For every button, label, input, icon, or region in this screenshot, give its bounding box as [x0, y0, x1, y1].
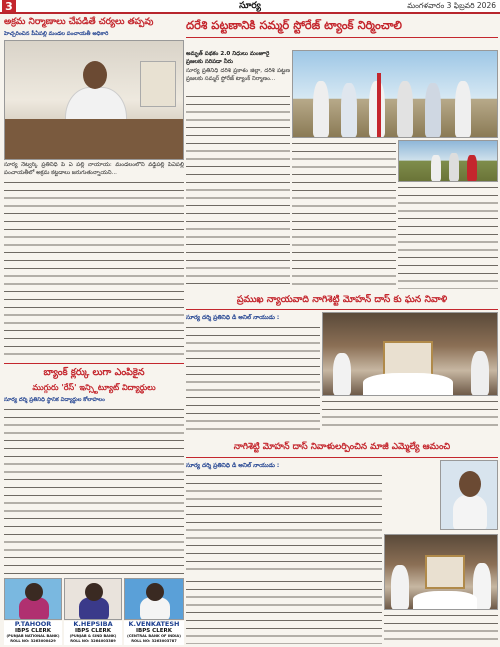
story-top-photo-group: [292, 50, 498, 138]
story-honor-photo: [322, 312, 498, 396]
story-left-body: [4, 179, 184, 361]
caption-role: IBPS CLERK: [136, 628, 172, 634]
story-left-lead: సూర్య నెట్వర్క్ ప్రతినిధి పి ఏ పల్లి నాయాయ: మండలంలోని వడ్డిపల్లి పీఏపల్లి పంచాయతీలో అక్రమ కట్టడాలు జరుగుతున్నాయని...: [4, 162, 184, 176]
story-bank-subheadline: సూర్య దర్శి ప్రతినిధి స్థానిక విద్యార్థుల కోలాహలం: [4, 397, 105, 403]
divider: [186, 456, 498, 458]
story-bank-headline-1: బ్యాంక్ క్లర్కు లుగా ఎంపికైన: [43, 367, 145, 378]
story-top-lead: సూర్య ప్రతినిధి దరిశి ప్రకాశం జిల్లా, దరిశి పట్టణ ప్రజలకు సమ్మర్ స్టోరేజ్ ట్యాంక్ నిర్మాణం...: [186, 68, 290, 82]
caption-role: IBPS CLERK: [75, 628, 111, 634]
caption-bank: (CENTRAL BANK OF INDIA): [127, 634, 181, 638]
caption-hepsiba: [64, 621, 122, 645]
caption-role: IBPS CLERK: [15, 628, 51, 634]
story-bank-headline-2: ముగ్గురు 'రేస్' ఇన్స్టిట్యూట్ విద్యార్థులు: [32, 383, 156, 392]
story-mla-body: [186, 472, 382, 576]
story-bank-body: [4, 406, 184, 576]
story-top-body-col-3: [398, 184, 498, 289]
divider: [186, 308, 498, 310]
caption-name: K.VENKATESH: [128, 620, 180, 628]
story-mla-dateline: సూర్య దర్శి ప్రతినిధి డి అనిల్ నాయుడు :: [186, 463, 280, 469]
story-top-photo-field: [398, 140, 498, 182]
portrait-hepsiba: [64, 578, 122, 620]
masthead-bar: [0, 0, 500, 14]
caption-roll: ROLL NO: 3264003389: [70, 639, 116, 643]
story-left-headline: అక్రమ నిర్మాణాలు చేపడితే చర్యలు తప్పవు: [4, 17, 154, 27]
page-number: 3: [2, 0, 16, 14]
story-mla-body-2: [186, 578, 382, 644]
story-honor-dateline: సూర్య దర్శి ప్రతినిధి డి అనిల్ నాయుడు :: [186, 315, 280, 321]
caption-roll: ROLL NO: 3263000429: [10, 639, 56, 643]
caption-bank: (PUNJAB & SIND BANK): [69, 634, 117, 638]
story-honor-headline: ప్రముఖ న్యాయవాది నాగిశెట్టి మోహన్ దాస్ కు ఘన నివాళి: [236, 294, 448, 305]
caption-bank: (PUNJAB NATIONAL BANK): [6, 634, 60, 638]
story-top-kicker-2: ప్రజలకు సరిపడా నీరు: [186, 59, 233, 65]
caption-venkatesh: [124, 621, 184, 645]
story-mla-body-3: [384, 612, 498, 644]
story-top-headline: దరేశి పట్టణానికి సమ్మర్ స్టోరేజ్ ట్యాంక్ నిర్మించాలి: [186, 18, 402, 32]
portrait-venkatesh: [124, 578, 184, 620]
caption-tahoor: [4, 621, 62, 645]
story-mla-headline: నాగిశెట్టి మోహన్ దాస్ నివాళులర్పించిన మాజీ ఎమ్మెల్యే ఆమంచి: [233, 442, 451, 452]
divider: [4, 362, 184, 364]
story-left-subheadline: హెచ్చరించిన పీఏపల్లి మండల పంచాయతీ అధికారి: [4, 31, 109, 37]
caption-name: P.TAHOOR: [14, 620, 52, 628]
story-mla-portrait: [440, 460, 498, 530]
caption-roll: ROLL NO: 3263003787: [131, 639, 177, 643]
story-top-body-col-2: [292, 140, 396, 289]
divider: [186, 36, 498, 38]
story-left-photo: [4, 40, 184, 160]
issue-date: మంగళవారం 3 ఫిబ్రవరి 2026: [407, 1, 496, 10]
caption-name: K.HEPSIBA: [73, 620, 113, 628]
story-top-body-col-1: [186, 93, 290, 289]
story-honor-body-2: [322, 398, 498, 432]
story-top-kicker-1: అమృత్ పథకం 2.0 నిధులు మంజూరై: [186, 51, 270, 57]
newspaper-brand: సూర్య: [239, 1, 261, 11]
story-honor-body: [186, 324, 320, 432]
portrait-tahoor: [4, 578, 62, 620]
story-mla-photo: [384, 534, 498, 610]
